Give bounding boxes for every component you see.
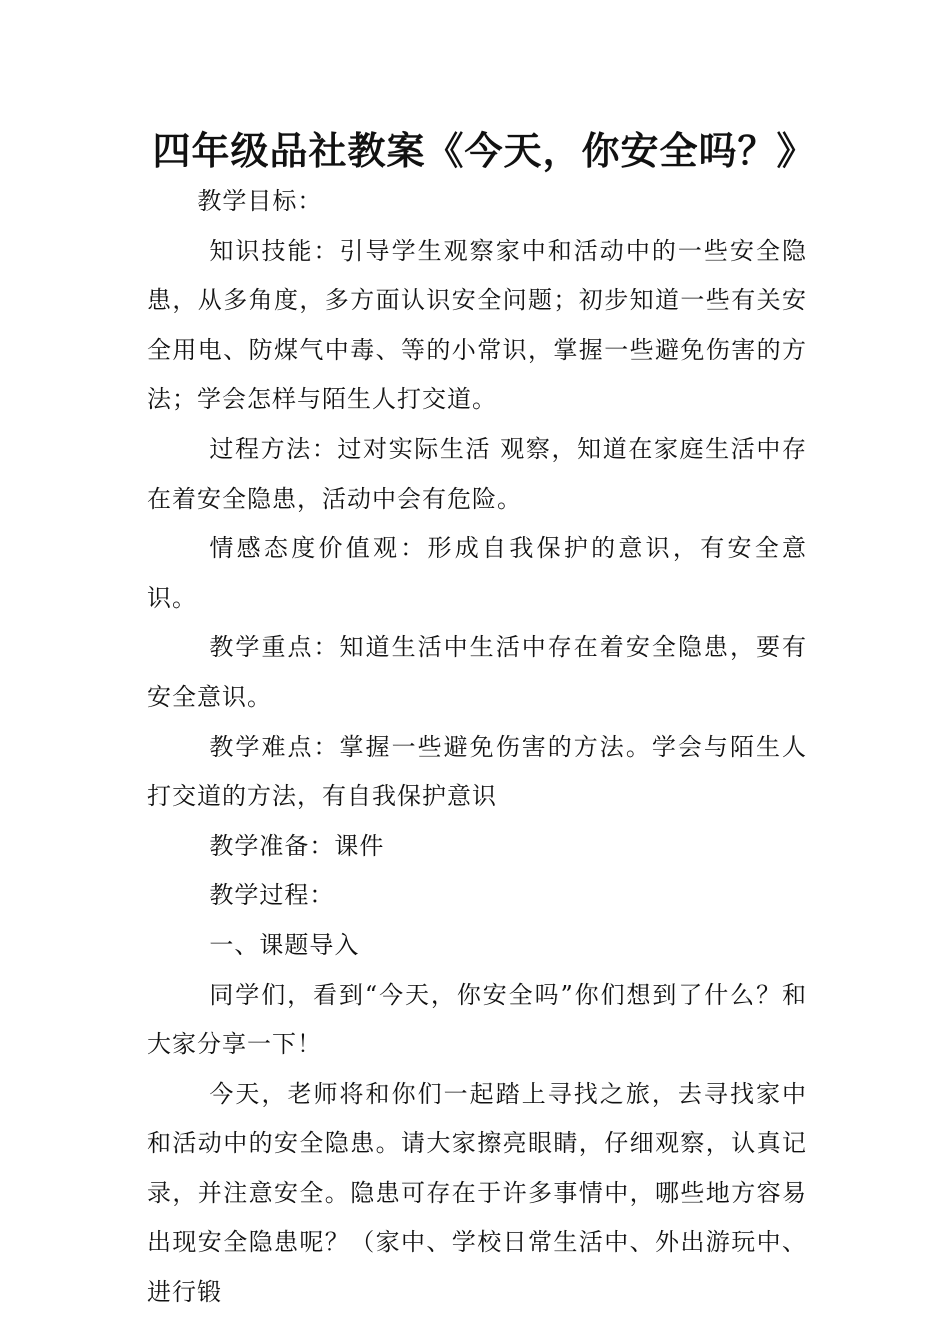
paragraph-teaching-goals-heading: 教学目标： (197, 187, 323, 215)
paragraph-emotion-values: 情感态度价值观：形成自我保护的意识，有安全意识。 (147, 534, 807, 612)
paragraph-preparation: 教学准备：课件 (209, 831, 385, 860)
paragraph-difficult-points: 教学难点：掌握一些避免伤害的方法。学会与陌生人打交道的方法，有自我保护意识 (147, 732, 807, 811)
paragraph-knowledge-skills: 知识技能：引导学生观察家中和活动中的一些安全隐患，从多角度，多方面认识安全问题；初步知道一些有关安全用电、防煤气中毒、等的小常识，掌握一些避免伤害的方法；学会怎样与陌生人打交道。 (147, 236, 807, 414)
document-body (147, 177, 807, 1318)
paragraph-intro-journey: 今天，老师将和你们一起踏上寻找之旅，去寻找家中和活动中的安全隐患。请大家擦亮眼睛，仔细观察，认真记录，并注意安全。隐患可存在于许多事情中，哪些地方容易出现安全隐患呢？（家中、学校日常生活中、外出游玩中、进行锻 (147, 1079, 807, 1307)
paragraph-section-intro-heading: 一、课题导入 (209, 930, 360, 959)
paragraph-process-methods: 过程方法：过对实际生活 观察，知道在家庭生活中存在着安全隐患，活动中会有危险。 (147, 434, 807, 513)
document-title: 四年级品社教案《今天，你安全吗？》 (152, 129, 816, 173)
paragraph-intro-question: 同学们，看到“今天，你安全吗”你们想到了什么？和大家分享一下！ (147, 980, 807, 1059)
paragraph-process-heading: 教学过程： (209, 881, 335, 910)
paragraph-key-points: 教学重点：知道生活中生活中存在着安全隐患，要有安全意识。 (147, 633, 807, 711)
